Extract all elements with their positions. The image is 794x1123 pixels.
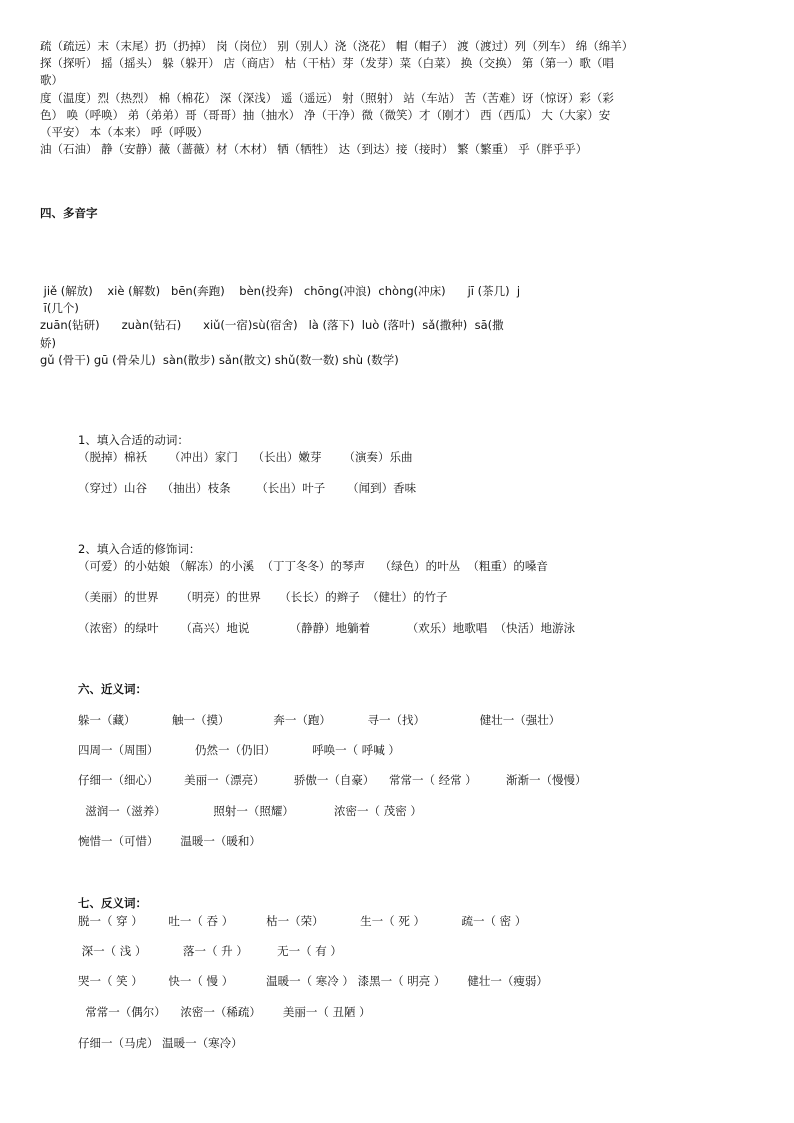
synonym-line: 四周一（周围） 仍然一（仍旧） 呼唤一（ 呼喊 ） [78, 743, 400, 757]
exercise-1-line: （穿过）山谷 （抽出）枝条 （长出）叶子 （闻到）香味 [78, 481, 417, 495]
polyphone-line: gǔ (骨干) gū (骨朵儿) sàn(散步) sǎn(散文) shǔ(数一数) shù (数学) [40, 352, 399, 367]
exercise-2-line: （浓密）的绿叶 （高兴）地说 （静静）地躺着 （欢乐）地歌唱 （快活）地游泳 [78, 621, 576, 635]
section-title-polyphone: 四、多音字 [40, 206, 98, 220]
antonym-line: 脱一（ 穿 ） 吐一（ 吞 ） 枯一（荣） 生一（ 死 ） 疏一（ 密 ） [78, 914, 527, 928]
polyphone-block [40, 283, 770, 369]
polyphone-line: 娇) [40, 335, 56, 350]
polyphone-line: ī(几个) [40, 301, 79, 316]
exercise-2-line: （美丽）的世界 （明亮）的世界 （长长）的辫子 （健壮）的竹子 [78, 590, 448, 604]
vocab-line: 探（探听） 摇（摇头） 躲（躲开） 店（商店） 枯（干枯）芽（发芽）菜（白菜） 换（交换） 第（第一）歌（唱 [40, 56, 614, 71]
exercise-2-title: 2、填入合适的修饰词： [78, 542, 201, 556]
antonym-line: 哭一（ 笑 ） 快一（ 慢 ） 温暖一（ 寒冷 ） 漆黑一（ 明亮 ） 健壮一（瘦弱） [78, 974, 548, 988]
vocab-line: 度（温度）烈（热烈） 棉（棉花） 深（深浅） 遥（遥远） 射（照射） 站（车站） 苦（苦难）讶（惊讶）彩（彩 [40, 90, 614, 105]
antonym-line: 仔细一（马虎） 温暖一（寒冷） [78, 1036, 243, 1050]
synonym-line: 仔细一（细心） 美丽一（漂亮） 骄傲一（自豪） 常常一（ 经常 ） 渐渐一（慢慢） [78, 773, 587, 787]
vocab-line: （平安） 本（本来） 呼（呼吸） [40, 125, 209, 140]
exercise-2-line: （可爱）的小姑娘 （解冻）的小溪 （丁丁冬冬）的琴声 （绿色）的叶丛 （粗重）的嗓音 [78, 559, 548, 573]
vocab-line: 油（石油） 静（安静）薇（蔷薇）材（木材） 牺（牺牲） 达（到达）接（接时） 繁（繁重） 乎（胖乎乎） [40, 142, 588, 157]
vocab-line: 色） 唤（呼唤） 弟（弟弟）哥（哥哥）抽（抽水） 净（干净）微（微笑）才（刚才） 西（西瓜） 大（大家）安 [40, 107, 611, 122]
exercise-1-line: （脱掉）棉袄 （冲出）家门 （长出）嫩芽 （演奏）乐曲 [78, 450, 413, 464]
synonym-line: 滋润一（滋养） 照射一（照耀） 浓密一（ 茂密 ） [78, 804, 422, 818]
section-title-synonyms: 六、近义词： [78, 682, 147, 696]
antonym-line: 常常一（偶尔） 浓密一（稀疏） 美丽一（ 丑陋 ） [78, 1005, 371, 1019]
synonym-line: 躲一（藏） 触一（摸） 奔一（跑） 寻一（找） 健壮一（强壮） [78, 713, 561, 727]
exercise-1-title: 1、填入合适的动词： [78, 433, 189, 447]
vocab-line: 歌） [40, 73, 63, 88]
polyphone-line: jiě (解放) xiè (解数) bēn(奔跑) bèn(投奔) chōng(冲浪) chòng(冲床) jī (茶几) j [40, 284, 521, 298]
polyphone-line: zuān(钻研) zuàn(钻石) xiǔ(一宿)sù(宿舍) là (落下) luò (落叶) sǎ(撒种) sā(撒 [40, 318, 504, 333]
section-title-antonyms: 七、反义词： [78, 896, 147, 910]
antonym-line: 深一（ 浅 ） 落一（ 升 ） 无一（ 有 ） [78, 944, 342, 958]
vocab-block [40, 38, 762, 158]
vocab-line: 疏（疏远）末（末尾）扔（扔掉） 岗（岗位） 别（别人）浇（浇花） 帽（帽子） 渡（渡过）列（列车） 绵（绵羊） [40, 39, 634, 53]
synonym-line: 惋惜一（可惜） 温暖一（暖和） [78, 834, 261, 848]
